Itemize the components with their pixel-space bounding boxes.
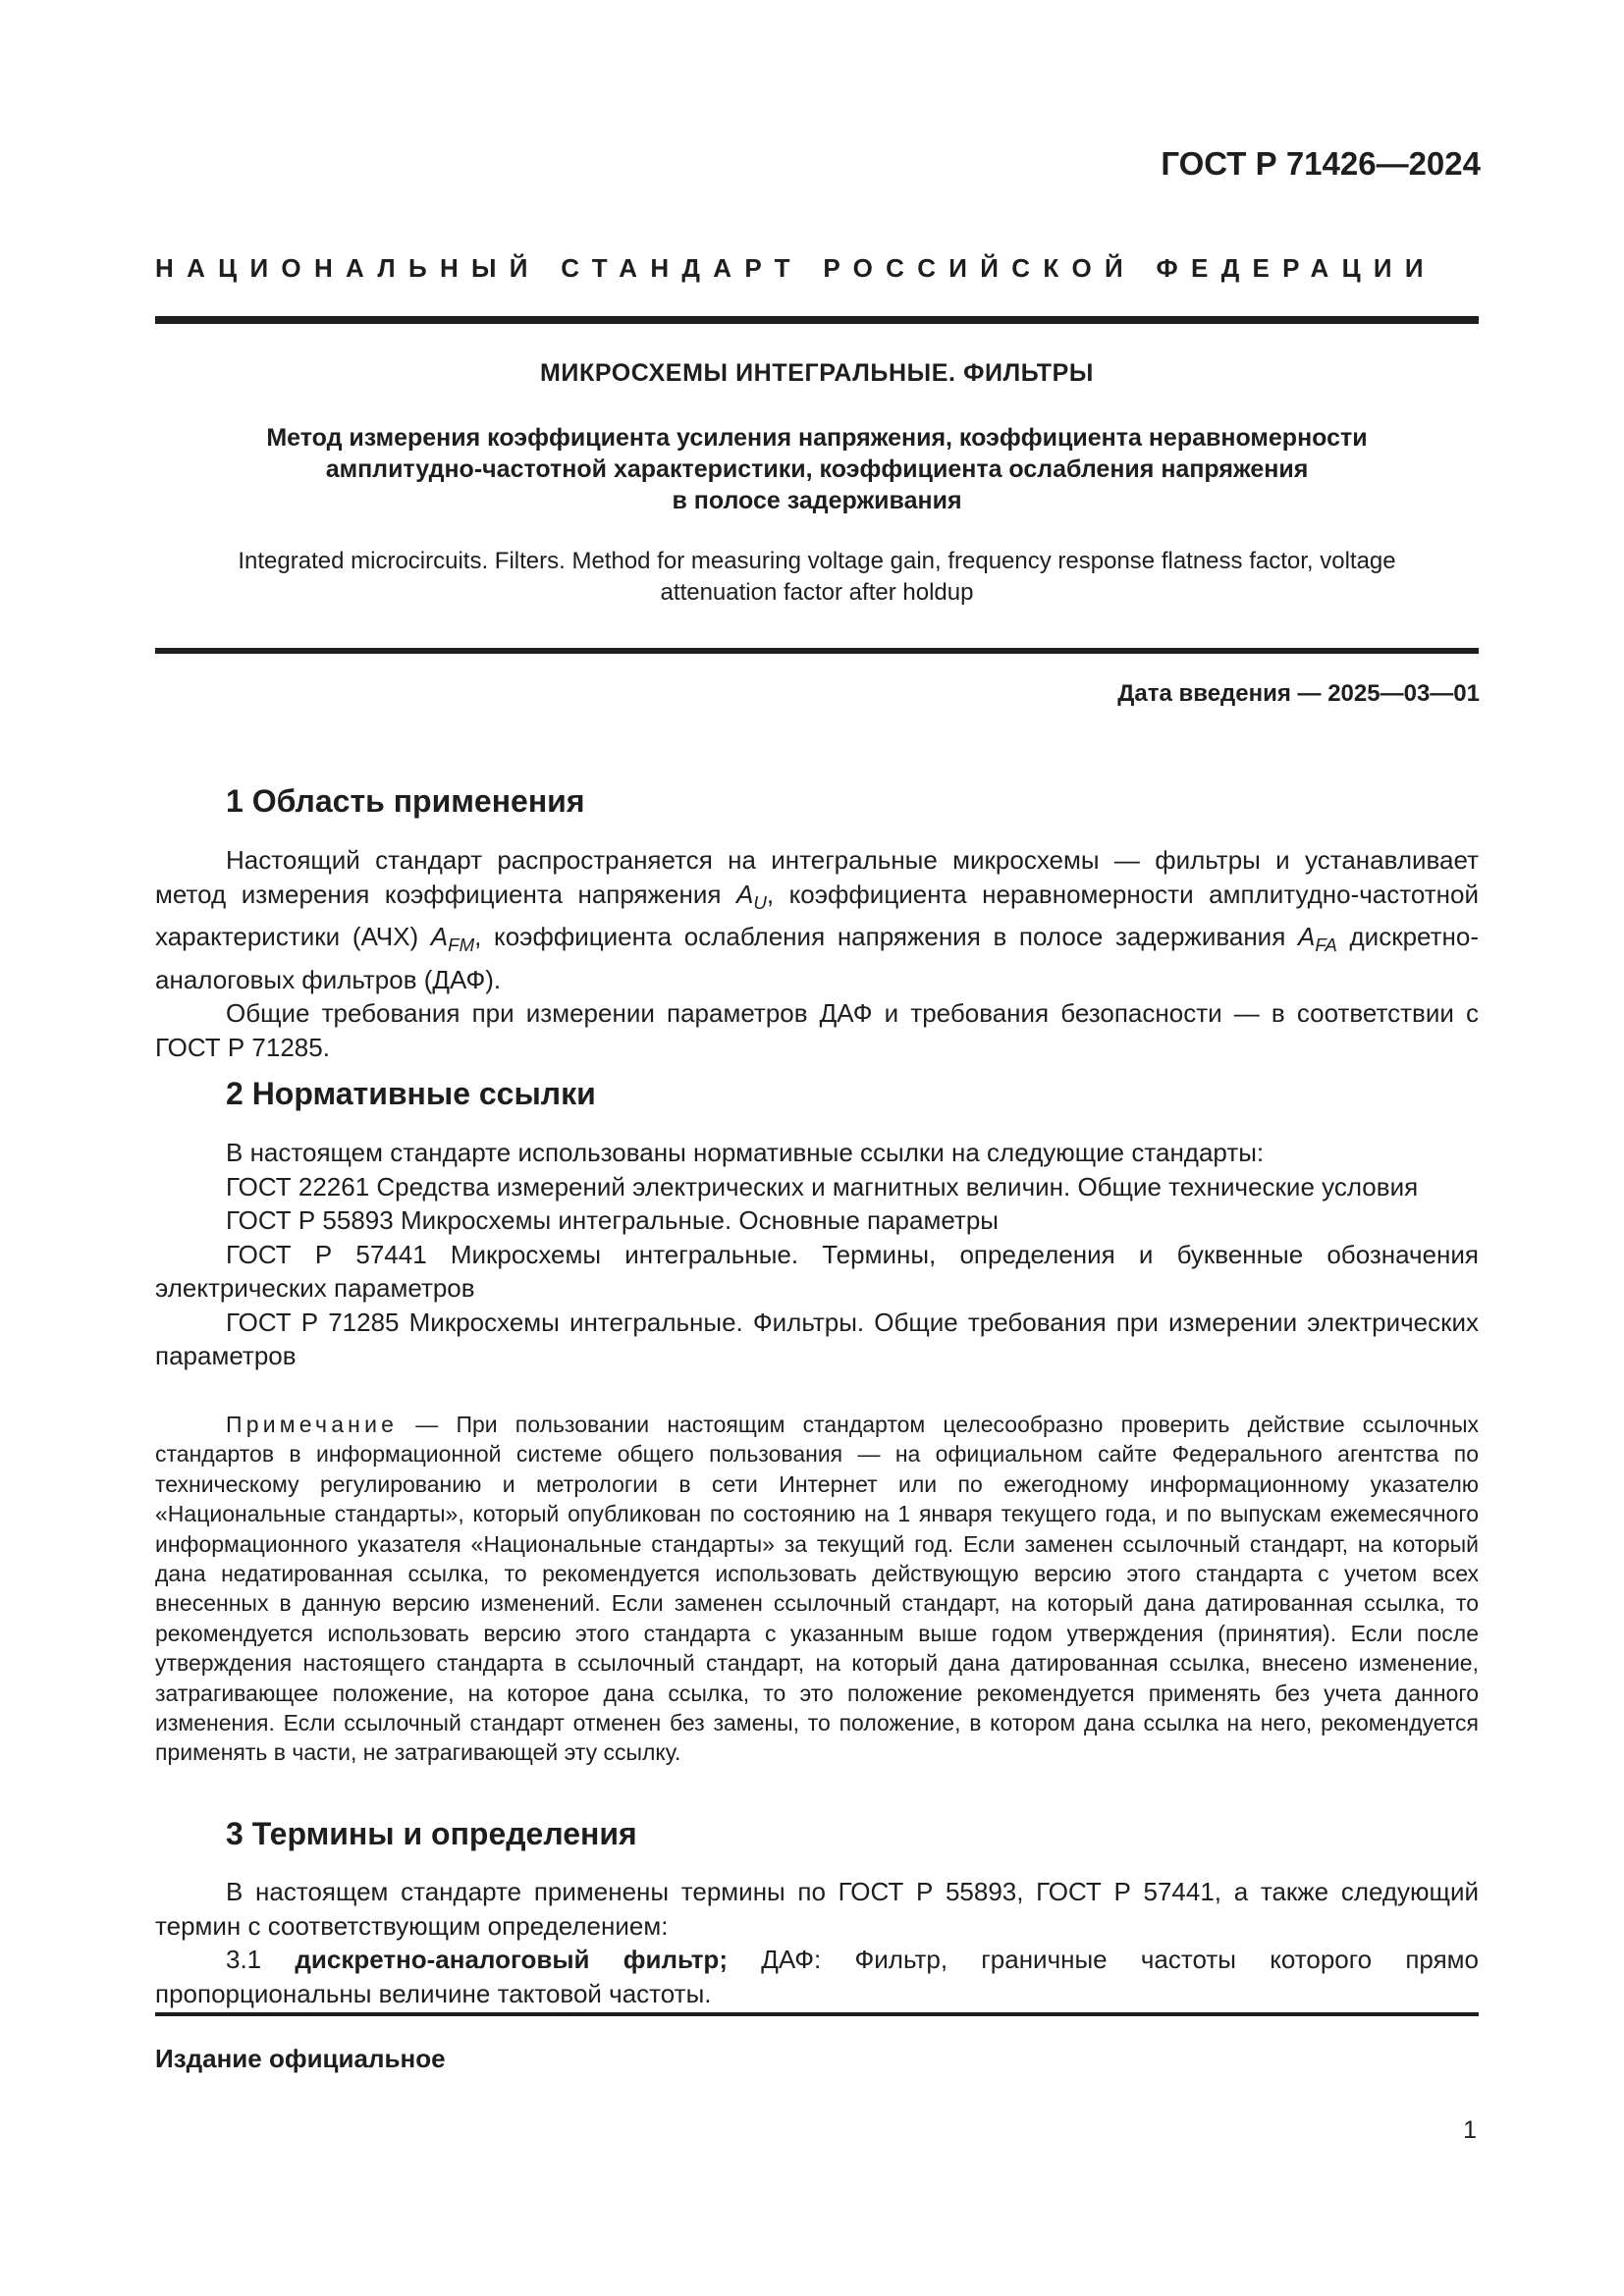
- standard-subtitle: [155, 422, 1479, 516]
- text-run: , коэффициента ослабления напряжения в полосе задерживания: [474, 922, 1298, 952]
- subtitle-line: в полосе задерживания: [672, 487, 962, 514]
- section-3-heading: 3 Термины и определения: [226, 1816, 637, 1851]
- english-title-line: Integrated microcircuits. Filters. Method for measuring voltage gain, frequency response flatness factor, voltage: [238, 548, 1396, 574]
- page-number: 1: [1463, 2116, 1477, 2144]
- symbol-AU: $A_U$: [735, 879, 767, 913]
- section-2-heading: 2 Нормативные ссылки: [226, 1076, 596, 1111]
- national-standard-line: НАЦИОНАЛЬНЫЙ СТАНДАРТ РОССИЙСКОЙ ФЕДЕРАЦИИ: [155, 253, 1436, 283]
- section-1-body: [155, 843, 1479, 1064]
- terms-intro: В настоящем стандарте применены термины по ГОСТ Р 55893, ГОСТ Р 57441, а также следующий термин с соответствующим определением:: [155, 1877, 1479, 1941]
- text-run: дискретно-аналоговых фильтров (ДАФ).: [155, 922, 1480, 994]
- section-1-heading: 1 Область применения: [226, 783, 585, 819]
- section-2-body: [155, 1136, 1479, 1373]
- english-title-line: attenuation factor after holdup: [660, 579, 974, 606]
- document-code: ГОСТ Р 71426—2024: [1161, 145, 1481, 182]
- subtitle-line: Метод измерения коэффициента усиления напряжения, коэффициента неравномерности: [266, 424, 1368, 452]
- symbol-AFM: $A_{FM}$: [430, 922, 475, 956]
- section-3-body: [155, 1875, 1479, 2010]
- official-edition: Издание официальное: [155, 2044, 446, 2073]
- term-definition: [155, 1943, 1479, 2010]
- references-intro: В настоящем стандарте использованы нормативные ссылки на следующие стандарты:: [226, 1138, 1265, 1167]
- note-text: — При пользовании настоящим стандартом целесообразно проверить действие ссылочных стандартов в информационной системе общего пользования — на официальном сайте Федерального агентства по техническому регулированию и метрологии в сети Интернет или по ежегодному информационному указателю «Национальные стандарты», который опубликован по состоянию на 1 января текущего года, и по выпускам ежемесячного информационного указателя «Национальные стандарты» за текущий год. Если заменен ссылочный стандарт, на который дана недатированная ссылка, то рекомендуется использовать действующую версию этого стандарта с учетом всех внесенных в данную версию изменений. Если заменен ссылочный стандарт, на который дана датированная ссылка, то рекомендуется использовать версию этого стандарта с указанным выше годом утверждения (принятия). Если после утверждения настоящего стандарта в ссылочный стандарт, на который дана датированная ссылка, внесено изменение, затрагивающее положение, на которое дана ссылка, то это положение рекомендуется применять без учета данного изменения. Если ссылочный стандарт отменен без замены, то положение, в котором дана ссылка на него, рекомендуется применять в части, не затрагивающей эту ссылку.: [155, 1412, 1479, 1766]
- symbol-AFA: $A_{FA}$: [1297, 922, 1337, 956]
- text-run: , коэффициента неравномерности амплитудно-частотной характеристики (АЧХ): [155, 879, 1479, 952]
- bottom-rule: [155, 2012, 1479, 2016]
- section-1-paragraph-1: [155, 843, 1479, 996]
- note-label: Примечание: [226, 1412, 399, 1437]
- reference-item: ГОСТ Р 71285 Микросхемы интегральные. Фильтры. Общие требования при измерении электрических параметров: [155, 1307, 1479, 1370]
- title-rule: [155, 648, 1479, 654]
- section-1-paragraph-2: Общие требования при измерении параметров ДАФ и требования безопасности — в соответствии с ГОСТ Р 71285.: [155, 998, 1479, 1062]
- standard-title: МИКРОСХЕМЫ ИНТЕГРАЛЬНЫЕ. ФИЛЬТРЫ: [539, 359, 1095, 387]
- term-number: 3.1: [226, 1945, 296, 1974]
- introduction-date: Дата введения — 2025—03—01: [1117, 680, 1480, 707]
- english-title: [155, 546, 1479, 609]
- reference-item: ГОСТ 22261 Средства измерений электрических и магнитных величин. Общие технические условия: [226, 1171, 1419, 1201]
- term-name: дискретно-аналоговый фильтр;: [295, 1945, 728, 1974]
- subtitle-line: амплитудно-частотной характеристики, коэффициента ослабления напряжения: [325, 455, 1309, 483]
- term-text: ДАФ: Фильтр, граничные частоты которого прямо пропорциональны величине тактовой частоты.: [155, 1945, 1479, 2008]
- top-rule: [155, 316, 1479, 324]
- text-run: Настоящий стандарт распространяется на интегральные микросхемы — фильтры и устанавливает метод измерения коэффициента напряжения: [155, 845, 1479, 909]
- reference-item: ГОСТ Р 55893 Микросхемы интегральные. Основные параметры: [226, 1205, 999, 1235]
- reference-item: ГОСТ Р 57441 Микросхемы интегральные. Термины, определения и буквенные обозначения электрических параметров: [155, 1239, 1479, 1303]
- references-note: [155, 1410, 1479, 1768]
